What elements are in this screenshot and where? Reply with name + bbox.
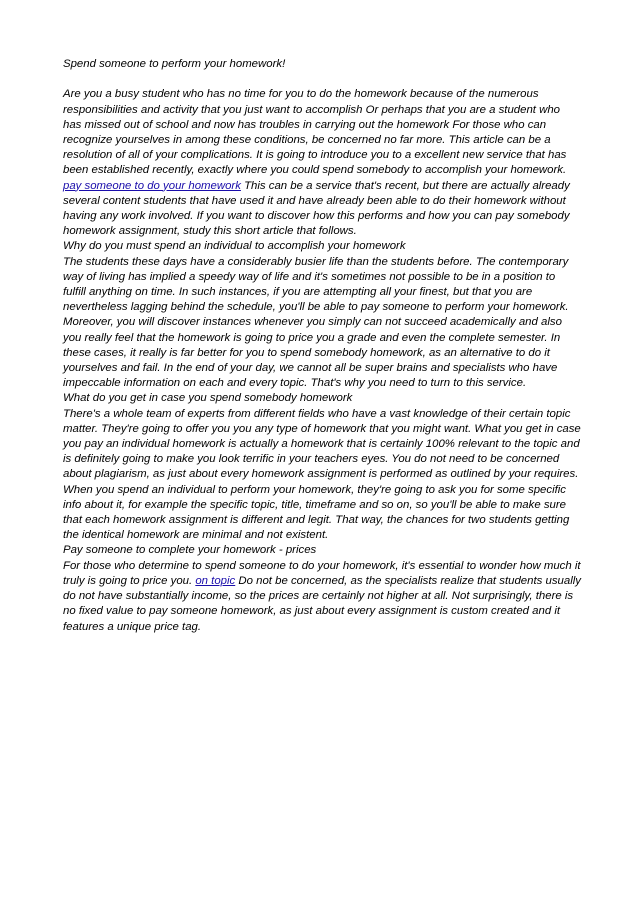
prices-text-after-link: Do not be concerned, as the specialists realize that students usually do not have substantially income, so the prices are certainly not higher at all. Not surprisingly, there is no fixed value to pay someone homework, as just about every assignment is custom created and it features a unique price tag. <box>63 574 581 633</box>
section-heading-prices: Pay someone to complete your homework - prices <box>63 544 317 557</box>
document-title: Spend someone to perform your homework! <box>63 58 286 70</box>
prices-text-before-link: For those who determine to spend someone to do your homework, it's essential to wonder how much it truly is going to price you. <box>63 559 581 587</box>
intro-text-after-link: This can be a service that's recent, but there are actually already several content students that have used it and have already been able to do their homework without having any work involved. If you want to discover how this performs and how you can pay somebody homework assignment, study this short article that follows. <box>63 179 570 238</box>
section-body-what: There's a whole team of experts from different fields who have a vast knowledge of their certain topic matter. They're going to offer you you any type of homework that you might want. What you get in case you pay an individual homework is actually a homework that is certainly 100% relevant to the topic and is definitely going to make you look terrific in your teachers eyes. You do not need to be concerned about plagiarism, as just about every homework assignment is performed as outlined by your requires. When you spend an individual to perform your homework, they're going to ask you for some specific info about it, for example the specific topic, title, timeframe and so on, so you'll be able to make sure that each homework assignment is different and legit. That way, the chances for two students getting the identical homework are minimal and not existent. <box>63 407 581 542</box>
section-body-why: The students these days have a considerably busier life than the students before. The contemporary way of living has implied a speedy way of life and it's sometimes not possible to be in a position to fulfill anything on time. In such instances, if you are attempting all your finest, but that you are nevertheless lagging behind the schedule, you'll be able to pay someone to perform your homework. Moreover, you will discover instances whenever you simply can not succeed academically and also you really feel that the homework is going to price you a grade and even the complete semester. In these cases, it really is far better for you to spend somebody homework, as an alternative to do it yourselves and fail. In the end of your day, we cannot all be super brains and specialists who have impeccable information on each and every topic. That's why you need to turn to this service. <box>63 255 569 390</box>
document-page <box>63 57 581 635</box>
intro-text-before-link: Are you a busy student who has no time for you to do the homework because of the numerous responsibilities and activity that you just want to accomplish Or perhaps that you are a student who has missed out of school and now has troubles in carrying out the homework For those who can recognize yourselves in among these conditions, be concerned no far more. This article can be a resolution of all of your complications. It is going to introduce you to a excellent new service that has been established recently, exactly where you could spend somebody to accomplish your homework. <box>63 88 567 177</box>
on-topic-link[interactable]: on topic <box>195 574 236 587</box>
section-heading-why: Why do you must spend an individual to accomplish your homework <box>63 240 406 253</box>
pay-someone-link[interactable]: pay someone to do your homework <box>63 179 241 192</box>
intro-paragraph <box>63 87 581 239</box>
section-heading-what: What do you get in case you spend somebody homework <box>63 392 353 405</box>
section-body-prices <box>63 559 581 635</box>
